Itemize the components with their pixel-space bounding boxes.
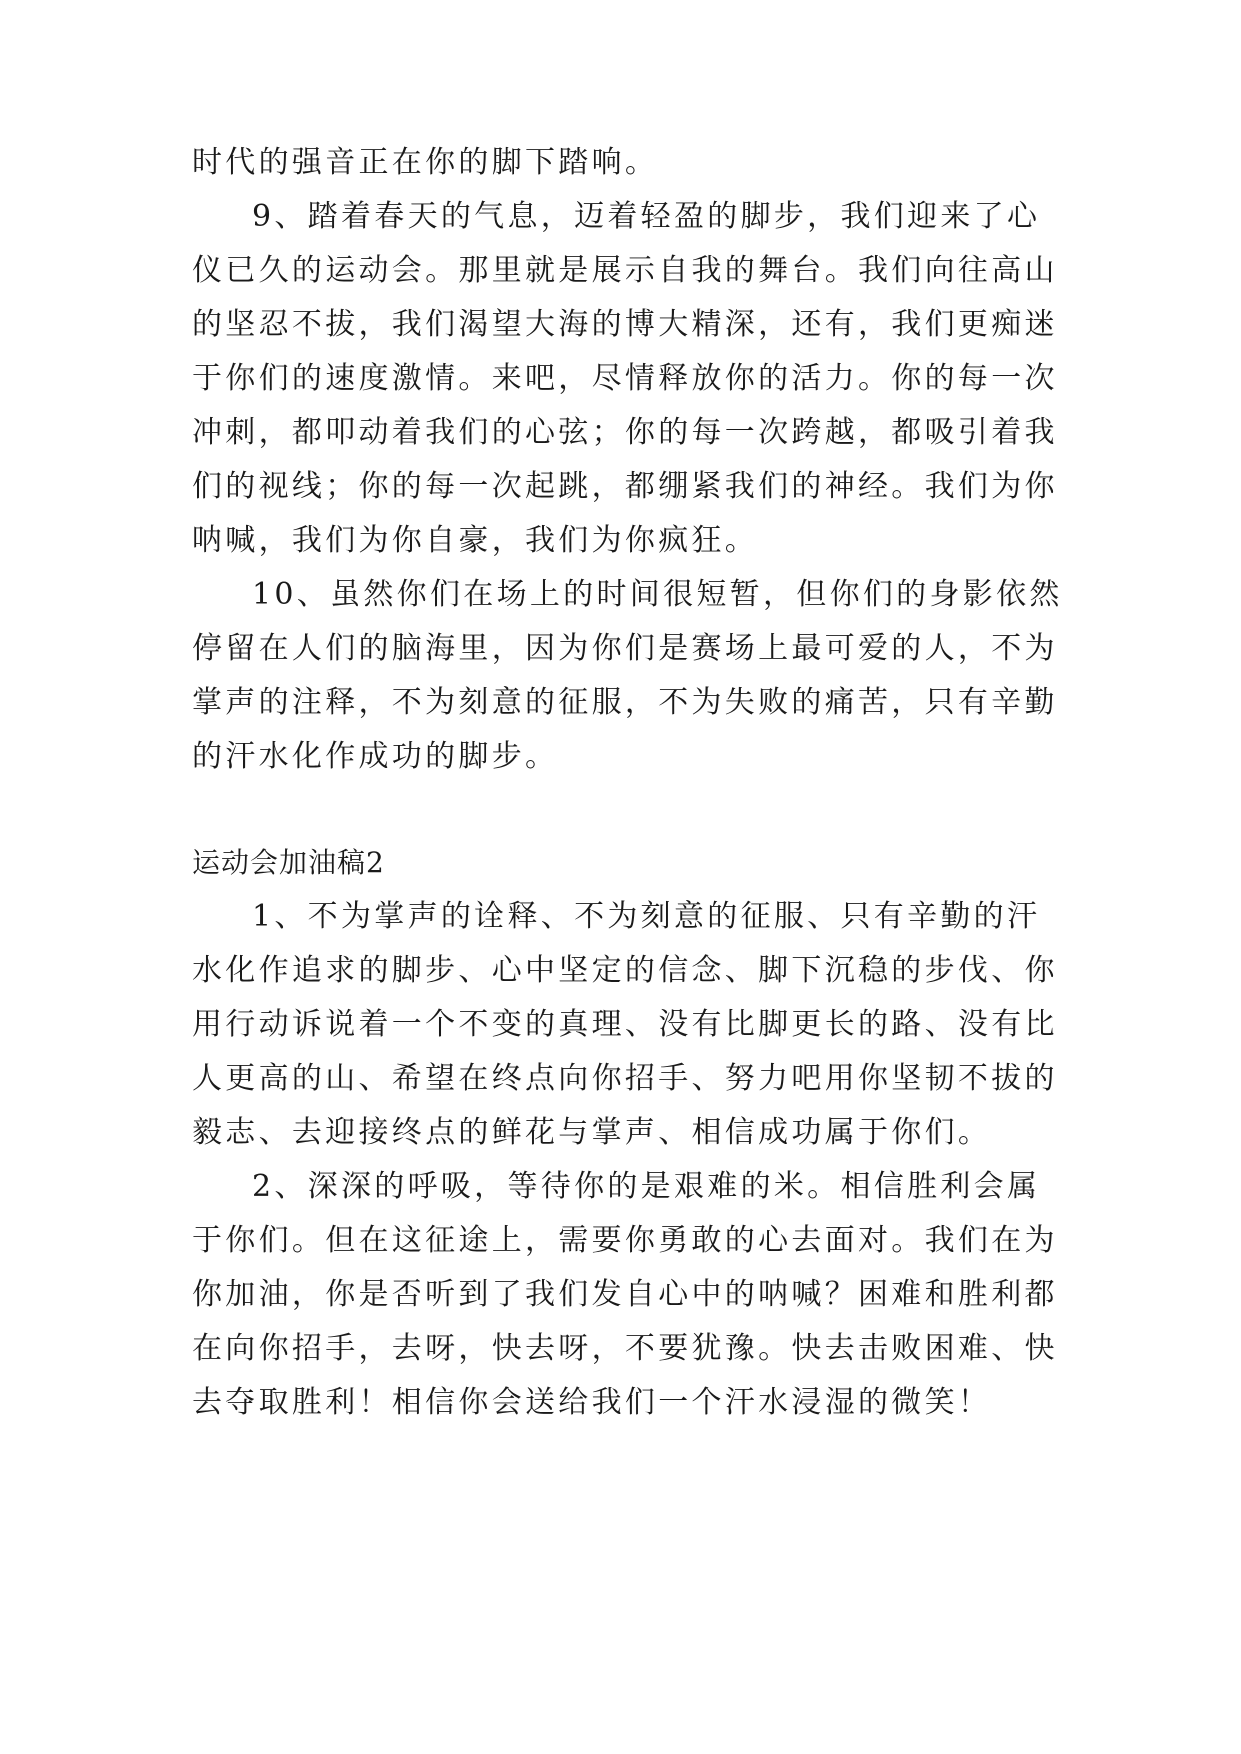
paragraph-10-line: 停留在人们的脑海里，因为你们是赛场上最可爱的人，不为 [192,631,1058,666]
section-2-paragraph-2-line: 2、深深的呼吸，等待你的是艰难的米。相信胜利会属 [252,1169,1041,1204]
paragraph-9-line: 仪已久的运动会。那里就是展示自我的舞台。我们向往高山 [192,253,1058,288]
paragraph-10-line: 的汗水化作成功的脚步。 [192,739,559,774]
section-2-paragraph-1-line: 人更高的山、希望在终点向你招手、努力吧用你坚韧不拔的 [192,1061,1058,1096]
section-2-paragraph-2-line: 去夺取胜利！相信你会送给我们一个汗水浸湿的微笑！ [192,1385,992,1420]
section-title: 运动会加油稿2 [192,846,385,879]
section-2-paragraph-2-line: 于你们。但在这征途上，需要你勇敢的心去面对。我们在为 [192,1223,1058,1258]
paragraph-9-line: 9、踏着春天的气息，迈着轻盈的脚步，我们迎来了心 [252,199,1041,234]
paragraph-10-line: 掌声的注释，不为刻意的征服，不为失败的痛苦，只有辛勤 [192,685,1058,720]
paragraph-9-line: 冲刺，都叩动着我们的心弦；你的每一次跨越，都吸引着我 [192,415,1058,450]
paragraph-9-line: 于你们的速度激情。来吧，尽情释放你的活力。你的每一次 [192,361,1058,396]
section-2-paragraph-1-line: 毅志、去迎接终点的鲜花与掌声、相信成功属于你们。 [192,1115,992,1150]
section-2-paragraph-1-line: 用行动诉说着一个不变的真理、没有比脚更长的路、没有比 [192,1007,1058,1042]
section-2-paragraph-1-line: 水化作追求的脚步、心中坚定的信念、脚下沉稳的步伐、你 [192,953,1058,988]
paragraph-9-line: 的坚忍不拔，我们渴望大海的博大精深，还有，我们更痴迷 [192,307,1058,342]
text-line: 时代的强音正在你的脚下踏响。 [192,145,659,180]
paragraph-9-line: 们的视线；你的每一次起跳，都绷紧我们的神经。我们为你 [192,469,1058,504]
section-2-paragraph-1-line: 1、不为掌声的诠释、不为刻意的征服、只有辛勤的汗 [252,899,1041,934]
section-2-paragraph-2-line: 在向你招手，去呀，快去呀，不要犹豫。快去击败困难、快 [192,1331,1058,1366]
paragraph-10-line: 10、虽然你们在场上的时间很短暂，但你们的身影依然 [252,577,1063,612]
section-2-paragraph-2-line: 你加油，你是否听到了我们发自心中的呐喊？困难和胜利都 [192,1277,1058,1312]
paragraph-9-line: 呐喊，我们为你自豪，我们为你疯狂。 [192,523,759,558]
